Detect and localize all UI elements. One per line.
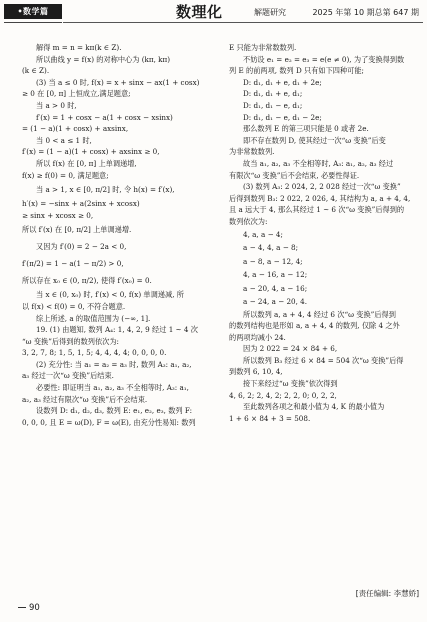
text-line: 所以数列 B₃ 经过 6 × 84 = 504 次“ω 变换”后得 — [243, 355, 404, 365]
text-line: 综上所述, a 的取值范围为 (−∞, 1]. — [36, 313, 151, 323]
text-line: 数列依次为: — [229, 216, 268, 226]
text-line: 必要性: 即证明当 a₁, a₂, a₃ 不全相等时, A₃: a₁, — [36, 383, 189, 393]
text-line: 19. (1) 由题知, 数列 A₄: 1, 4, 2, 9 经过 1 ~ 4 次 — [36, 325, 198, 335]
text-line: E 只能为非常数数列. — [229, 43, 297, 52]
badge-underline — [4, 22, 62, 23]
text-line: 解得 m = n = kπ(k ∈ Z). — [36, 43, 122, 52]
text-line: f′(x) = 1 + cosx − a(1 + cosx − xsinx) — [36, 112, 173, 122]
text-line: 当 0 < a ≤ 1 时, — [36, 135, 92, 145]
text-line: 故当 a₁, a₂, a₃ 不全相等时, A₃: a₁, a₂, a₃ 经过 — [243, 158, 394, 168]
text-line: a₃ 经过一次“ω 变换”后结束. — [22, 371, 114, 381]
text-line: “ω 变换”后得到的数列依次为: — [22, 336, 119, 346]
text-line: a − 4, 4, a − 8; — [243, 243, 299, 252]
text-line: 不妨设 e₁ = e₂ = e₃ = e(e ≠ 0), 为了变换得到数 — [243, 54, 405, 64]
text-line: 有限次“ω 变换”后不会结束, 必要性得证. — [229, 170, 360, 180]
text-line: f(x) ≥ f(0) = 0, 满足题意; — [22, 170, 109, 180]
text-line: 即不存在数列 D, 使其经过一次“ω 变换”后变 — [243, 135, 386, 145]
left-column — [22, 42, 214, 428]
text-line: 列 E 的前两项, 数列 D 只有如下四种可能; — [229, 66, 364, 76]
text-line: ≥ 0 在 [0, π] 上恒成立,满足题意; — [22, 89, 131, 99]
text-line: 接下来经过“ω 变换”依次得到 — [243, 379, 338, 389]
text-line: f′(π/2) = 1 − a(1 − π/2) > 0, — [22, 259, 124, 269]
text-line: 为非常数数列. — [229, 147, 275, 157]
text-line: D: d₁, d₁ + e, d₁; — [243, 89, 303, 99]
text-line: a₂, a₃ 经过有限次“ω 变换”后不会结束. — [22, 394, 148, 404]
text-line: D: d₁, d₁ − e, d₁ − 2e; — [243, 112, 322, 122]
text-line: 的两项均减小 24. — [229, 332, 286, 342]
magazine-subtitle: 解题研究 — [254, 8, 286, 17]
text-line: 的数列结构也是形如 a, a + 4, 4 的数列, 仅除 4 之外 — [229, 321, 400, 331]
text-line: D: d₁, d₁ + e, d₁ + 2e; — [243, 77, 322, 87]
text-line: (k ∈ Z). — [22, 66, 50, 76]
text-line: 4, 6, 2; 2, 4, 2; 2, 2, 0; 0, 2, 2, — [229, 390, 337, 400]
text-line: 当 a > 0 时, — [36, 100, 77, 110]
text-line: 所以曲线 y = f(x) 的对称中心为 (kπ, kπ) — [36, 54, 171, 64]
page-header — [0, 0, 427, 30]
text-line: f′(x) = (1 − a)(1 + cosx) + axsinx ≥ 0, — [22, 147, 160, 157]
text-line: D: d₁, d₁ − e, d₁; — [243, 100, 303, 110]
text-line: 3, 2, 7, 8; 1, 5, 1, 5; 4, 4, 4, 4; 0, 0, 0, 0. — [22, 348, 167, 358]
text-line: = (1 − a)(1 + cosx) + axsinx, — [22, 124, 129, 134]
issue-info: 2025 年第 10 期总第 647 期 — [312, 8, 419, 17]
text-line: 因为 2 022 = 24 × 84 + 6, — [243, 344, 338, 354]
text-line: 至此数列各项之和最小值为 4, K 的最小值为 — [243, 402, 385, 412]
right-column — [229, 42, 421, 424]
text-line: 所以数列 a, a + 4, 4 经过 6 次“ω 变换”后得到 — [243, 309, 396, 319]
header-rule — [63, 22, 423, 23]
text-line: a − 24, a − 20, 4. — [243, 297, 308, 306]
text-line: 那么数列 E 的第三项只能是 0 或者 2e. — [243, 124, 369, 134]
magazine-title: 数理化 — [176, 3, 223, 21]
text-line: a − 20, 4, a − 16; — [243, 283, 308, 293]
text-line: 以 f(x) < f(0) = 0, 不符合题意. — [22, 301, 126, 311]
section-badge: •数学篇 — [4, 4, 62, 19]
text-line: 且 a 远大于 4, 那么其经过 1 ~ 6 次“ω 变换”后得到的 — [229, 205, 405, 215]
text-line: 当 x ∈ (0, x₀) 时, f′(x) < 0, f(x) 单调递减, 所 — [36, 290, 184, 300]
text-line: 设数列 D: d₁, d₂, d₃, 数列 E: e₁, e₂, e₃, 数列 F: — [36, 406, 193, 416]
text-line: 0, 0, 0, 且 E = ω(D), F = ω(E), 由充分性易知: 数列 — [22, 417, 196, 427]
editor-credit: [责任编辑: 李慧娇] — [355, 589, 419, 598]
text-line: ≥ sinx + xcosx ≥ 0, — [22, 210, 94, 220]
text-line: 后得到数列 B₃: 2 022, 2 026, 4, 其结构为 a, a + 4, 4, — [229, 193, 411, 203]
text-line: 到数列 6, 10, 4, — [229, 367, 283, 377]
text-line: 所以 f(x) 在 [0, π] 上单调递增, — [36, 158, 137, 168]
text-line: a − 8, a − 12, 4; — [243, 256, 303, 266]
text-line: 所以存在 x₀ ∈ (0, π/2), 使得 f′(x₀) = 0. — [22, 276, 152, 286]
text-line: 当 a > 1, x ∈ [0, π/2] 时, 令 h(x) = f′(x), — [36, 185, 175, 195]
text-line: (2) 充分性: 当 a₁ = a₂ = a₃ 时, 数列 A₃: a₁, a₂, — [36, 359, 192, 369]
text-line: 所以 f′(x) 在 [0, π/2] 上单调递增. — [22, 225, 132, 235]
text-line: (3) 数列 A₃: 2 024, 2, 2 028 经过一次“ω 变换” — [243, 182, 401, 192]
page-number: 90 — [18, 603, 40, 615]
text-line: 1 + 6 × 84 + 3 = 508. — [229, 413, 311, 423]
text-line: h′(x) = −sinx + a(2sinx + xcosx) — [22, 199, 140, 209]
text-line: 又因为 f′(0) = 2 − 2a < 0, — [36, 242, 127, 252]
text-line: 4, a − 16, a − 12; — [243, 270, 308, 279]
text-line: 4, a, a − 4; — [243, 229, 283, 239]
text-line: (3) 当 a ≤ 0 时, f(x) = x + sinx − ax(1 + cosx) — [36, 77, 200, 87]
